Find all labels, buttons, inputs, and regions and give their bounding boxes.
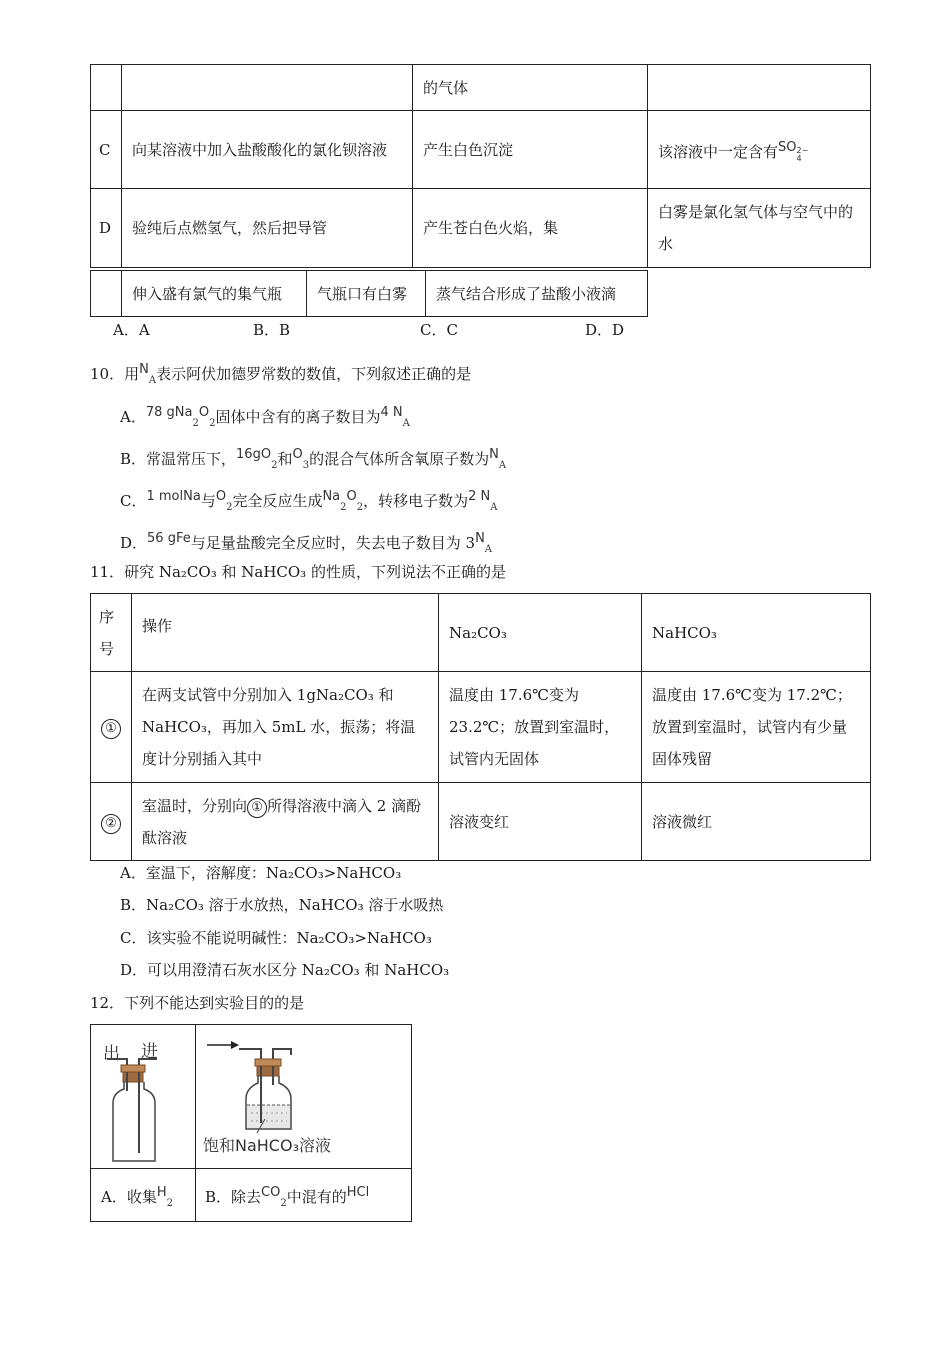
q11-row1-op: 在两支试管中分别加入 1gNa₂CO₃ 和 NaHCO₃，再加入 5mL 水，振荡；将温度计分别插入其中 xyxy=(132,672,439,783)
q11-option-b[interactable]: B．Na₂CO₃ 溶于水放热，NaHCO₃ 溶于水吸热 xyxy=(120,896,444,914)
q11-row2-no: ② xyxy=(101,814,121,834)
q9-top-phen: 的气体 xyxy=(413,65,648,111)
q11-header-op: 操作 xyxy=(132,594,439,672)
q11-header-nahco3: NaHCO₃ xyxy=(642,594,871,672)
q12-table xyxy=(90,1024,412,1222)
figure-b-label: 饱和NaHCO₃溶液 xyxy=(203,1136,331,1155)
q11-header-no: 序号 xyxy=(91,594,132,672)
q9-option-c[interactable]: C．C xyxy=(420,321,458,339)
q11-stem: 11．研究 Na₂CO₃ 和 NaHCO₃ 的性质，下列说法不正确的是 xyxy=(90,563,506,581)
q12-option-b[interactable]: B．除去$CO_2$中混有的HCl xyxy=(205,1185,370,1209)
q9-concl-d2: 蒸气结合形成了盐酸小液滴 xyxy=(426,271,648,317)
q12-stem: 12．下列不能达到实验目的的是 xyxy=(90,994,305,1012)
q9-label-d: D xyxy=(91,189,122,268)
q9-row-top xyxy=(91,65,871,111)
figure-a-gas-bottle xyxy=(99,1035,189,1163)
q10-option-a[interactable]: A．78 $gNa_2O_2$固体中含有的离子数目为4 $N_A$ xyxy=(120,405,410,429)
q12-option-a[interactable]: A．收集$H_2$ xyxy=(101,1185,173,1209)
q9-phen-d: 产生苍白色火焰，集 xyxy=(413,189,648,268)
q9-option-d[interactable]: D．D xyxy=(585,321,625,339)
q11-header-na2co3: Na₂CO₃ xyxy=(439,594,642,672)
q9-op-d2: 伸入盛有氯气的集气瓶 xyxy=(122,271,307,317)
q9-phen-d2: 气瓶口有白雾 xyxy=(307,271,426,317)
q9-table xyxy=(90,64,871,268)
q11-row2-na2co3: 溶液变红 xyxy=(439,783,642,861)
figure-b-wash-bottle xyxy=(203,1033,408,1165)
q9-label-c: C xyxy=(91,111,122,189)
q9-option-b[interactable]: B．B xyxy=(253,321,291,339)
q9-op-c: 向某溶液中加入盐酸酸化的氯化钡溶液 xyxy=(122,111,413,189)
label-in: 进 xyxy=(141,1042,158,1062)
q9-phen-c: 产生白色沉淀 xyxy=(413,111,648,189)
q11-header-row xyxy=(91,594,871,672)
label-out: 出 xyxy=(103,1044,120,1064)
q9-concl-c: 该溶液中一定含有SO 2− 4 xyxy=(648,111,871,189)
q9-op-d: 验纯后点燃氢气，然后把导管 xyxy=(122,189,413,268)
q11-table xyxy=(90,593,871,861)
q10-option-b[interactable]: B．常温常压下，$16gO_2$和$O_3$的混合气体所含氧原子数为$N_A$ xyxy=(120,447,507,471)
q9-row-c xyxy=(91,111,871,189)
q11-row2-nahco3: 溶液微红 xyxy=(642,783,871,861)
q11-row1-no: ① xyxy=(101,719,121,739)
sulfate-formula: SO 2− 4 xyxy=(778,139,809,163)
q11-option-d[interactable]: D．可以用澄清石灰水区分 Na₂CO₃ 和 NaHCO₃ xyxy=(120,961,450,979)
q9-table-cont xyxy=(90,270,648,317)
q9-concl-d: 白雾是氯化氢气体与空气中的水 xyxy=(648,189,871,268)
q11-row2-op: 室温时，分别向 ① 所得溶液中滴入 2 滴酚酞溶液 xyxy=(132,783,439,861)
q11-row1-nahco3: 温度由 17.6℃变为 17.2℃；放置到室温时，试管内有少量固体残留 xyxy=(642,672,871,783)
q9-option-a[interactable]: A．A xyxy=(113,321,150,339)
q11-row-1 xyxy=(91,672,871,783)
q10-option-d[interactable]: D．56 gFe与足量盐酸完全反应时，失去电子数目为 $3N_A$ xyxy=(120,531,493,555)
q11-option-c[interactable]: C．该实验不能说明碱性：Na₂CO₃>NaHCO₃ xyxy=(120,929,432,947)
q10-option-c[interactable]: C．1 molNa与$O_2$完全反应生成$Na_2O_2$，转移电子数为2 $N_A$ xyxy=(120,489,498,513)
q11-row1-na2co3: 温度由 17.6℃变为 23.2℃；放置到室温时，试管内无固体 xyxy=(439,672,642,783)
q11-option-a[interactable]: A．室温下，溶解度：Na₂CO₃>NaHCO₃ xyxy=(120,864,402,882)
q10-stem: 10．用$N_A$表示阿伏加德罗常数的数值，下列叙述正确的是 xyxy=(90,362,472,386)
q11-row-2 xyxy=(91,783,871,861)
q9-row-d xyxy=(91,189,871,268)
